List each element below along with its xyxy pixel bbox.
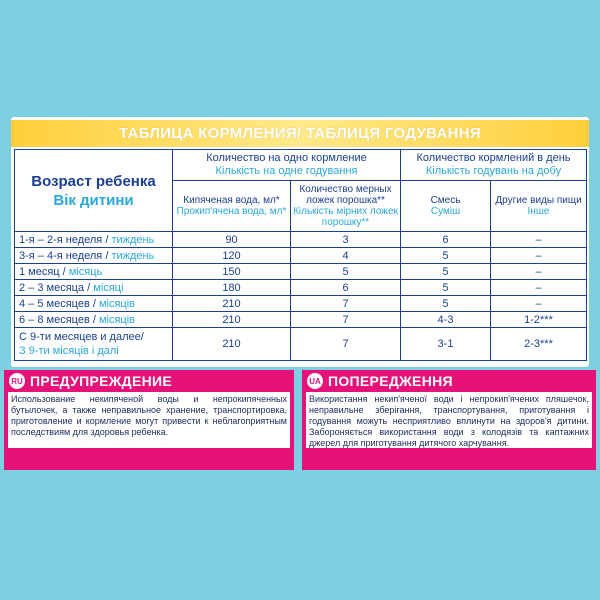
water-cell: 120 bbox=[173, 248, 291, 264]
age-ua: місяці bbox=[93, 281, 124, 294]
spoons-cell: 7 bbox=[291, 328, 401, 361]
mix-cell: 5 bbox=[401, 248, 491, 264]
age-header-cell bbox=[15, 150, 173, 232]
table-row bbox=[15, 232, 587, 248]
age-ua: З 9-ти місяців і далі bbox=[19, 345, 119, 357]
age-ru: 4 – 5 месяцев bbox=[19, 297, 90, 310]
water-header-ua: Прокип'ячена вода, мл* bbox=[176, 206, 287, 217]
age-ua: тиждень bbox=[111, 249, 155, 262]
age-cell bbox=[15, 248, 173, 264]
lang-badge-ua-icon: UA bbox=[307, 373, 323, 389]
per-day-header bbox=[401, 150, 587, 181]
water-cell: 150 bbox=[173, 264, 291, 280]
age-ru: 2 – 3 месяца bbox=[19, 281, 85, 294]
per-feed-header-ua: Кількість на одне годування bbox=[215, 165, 358, 177]
other-cell: – bbox=[491, 232, 587, 248]
spoons-cell: 4 bbox=[291, 248, 401, 264]
warning-ua-box bbox=[302, 370, 596, 470]
mix-cell: 5 bbox=[401, 296, 491, 312]
age-ua: тиждень bbox=[111, 233, 155, 246]
water-cell: 210 bbox=[173, 328, 291, 361]
age-ru: С 9-ти месяцев и далее/ bbox=[19, 331, 144, 343]
age-cell bbox=[15, 312, 173, 328]
other-cell: 1-2*** bbox=[491, 312, 587, 328]
table-title: ТАБЛИЦА КОРМЛЕНИЯ/ ТАБЛИЦЯ ГОДУВАННЯ bbox=[119, 125, 481, 142]
age-separator: / bbox=[102, 233, 112, 246]
warning-ru-header bbox=[4, 370, 294, 392]
age-ru: 1-я – 2-я неделя bbox=[19, 233, 103, 246]
mix-cell: 6 bbox=[401, 232, 491, 248]
feeding-table bbox=[14, 149, 587, 361]
other-header bbox=[491, 181, 587, 232]
other-header-ua: Інше bbox=[527, 206, 550, 217]
age-header-ua: Вік дитини bbox=[53, 191, 134, 209]
spoons-header bbox=[291, 181, 401, 232]
other-cell: – bbox=[491, 248, 587, 264]
spoons-header-ua: Кількість мірних ложек порошку** bbox=[293, 206, 398, 228]
age-ua: місяць bbox=[68, 265, 103, 278]
mix-cell: 5 bbox=[401, 264, 491, 280]
lang-badge-ru-icon: RU bbox=[9, 373, 25, 389]
age-ru: 1 месяц bbox=[19, 265, 60, 278]
mix-header-ua: Суміш bbox=[430, 206, 461, 217]
age-header-ru: Возраст ребенка bbox=[31, 172, 156, 190]
age-cell bbox=[15, 296, 173, 312]
spoons-header-ru: Количество мерных ложек порошка** bbox=[299, 184, 392, 206]
water-header-ru: Кипяченая вода, мл* bbox=[183, 195, 280, 206]
age-separator: / bbox=[84, 281, 94, 294]
table-row bbox=[15, 312, 587, 328]
table-title-bar bbox=[11, 120, 589, 147]
age-ua: місяців bbox=[98, 313, 136, 326]
age-separator: / bbox=[89, 297, 99, 310]
age-cell bbox=[15, 328, 173, 361]
mix-cell: 3-1 bbox=[401, 328, 491, 361]
spoons-cell: 7 bbox=[291, 296, 401, 312]
age-ru: 6 – 8 месяцев bbox=[19, 313, 90, 326]
age-separator: / bbox=[89, 313, 99, 326]
water-header bbox=[173, 181, 291, 232]
water-cell: 210 bbox=[173, 312, 291, 328]
other-cell: 2-3*** bbox=[491, 328, 587, 361]
warning-ru-title: ПРЕДУПРЕЖДЕНИЕ bbox=[30, 373, 173, 389]
spoons-cell: 7 bbox=[291, 312, 401, 328]
per-day-header-ru: Количество кормлений в день bbox=[416, 152, 571, 164]
spoons-cell: 3 bbox=[291, 232, 401, 248]
table-row bbox=[15, 248, 587, 264]
age-ua: місяців bbox=[98, 297, 136, 310]
age-ru: 3-я – 4-я неделя bbox=[19, 249, 103, 262]
mix-header bbox=[401, 181, 491, 232]
age-cell bbox=[15, 264, 173, 280]
age-cell bbox=[15, 232, 173, 248]
age-cell bbox=[15, 280, 173, 296]
age-separator: / bbox=[102, 249, 112, 262]
warning-ua-header bbox=[302, 370, 596, 392]
spoons-cell: 5 bbox=[291, 264, 401, 280]
per-day-header-ua: Кількість годувань на добу bbox=[425, 165, 562, 177]
warning-ru-text: Использование некипяченой воды и непрокипяченных бутылочек, а также неправильное хранение, транспортировка, приготовление и кормление могут привести к неблагоприятным последствиям для здоровья ребенка. bbox=[8, 392, 290, 448]
table-row bbox=[15, 296, 587, 312]
spoons-cell: 6 bbox=[291, 280, 401, 296]
mix-header-ru: Смесь bbox=[430, 195, 461, 206]
age-separator: / bbox=[59, 265, 69, 278]
water-cell: 180 bbox=[173, 280, 291, 296]
per-feed-header bbox=[173, 150, 401, 181]
other-cell: – bbox=[491, 280, 587, 296]
warning-ru-box bbox=[4, 370, 294, 470]
table-row bbox=[15, 328, 587, 361]
other-header-ru: Другие виды пищи bbox=[495, 195, 582, 206]
other-cell: – bbox=[491, 264, 587, 280]
table-header-row-1 bbox=[15, 150, 587, 181]
mix-cell: 4-3 bbox=[401, 312, 491, 328]
warning-ua-text: Використання некип'яченої води і непрокип'ячених пляшечок, неправильне зберігання, транспортування, приготування і годування можуть несприятливо вплинути на здоров'я дитини. Забороняється використання води з колодязів та каптажних джерел для приготування дитячого харчування. bbox=[306, 392, 592, 448]
per-feed-header-ru: Количество на одно кормление bbox=[206, 152, 367, 164]
table-row bbox=[15, 264, 587, 280]
warning-ua-title: ПОПЕРЕДЖЕННЯ bbox=[328, 373, 453, 389]
table-row bbox=[15, 280, 587, 296]
other-cell: – bbox=[491, 296, 587, 312]
mix-cell: 5 bbox=[401, 280, 491, 296]
water-cell: 90 bbox=[173, 232, 291, 248]
water-cell: 210 bbox=[173, 296, 291, 312]
